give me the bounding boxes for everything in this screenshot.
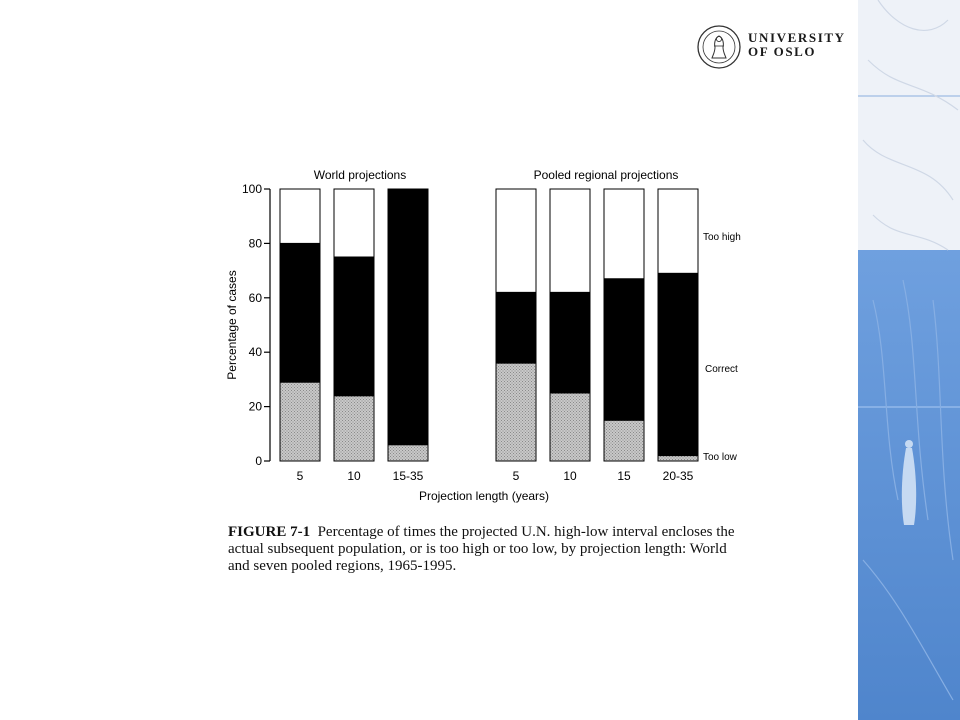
- bar-segment-too-high: [550, 189, 590, 292]
- bar-segment-correct: [388, 189, 428, 445]
- bar-segment-correct: [658, 273, 698, 455]
- x-tick-label: 10: [563, 469, 577, 483]
- panel-title-regional: Pooled regional projections: [533, 168, 679, 182]
- bar-segment-too-low: [388, 445, 428, 461]
- bar-segment-correct: [550, 292, 590, 393]
- y-axis: [242, 182, 270, 468]
- bar-segment-correct: [334, 257, 374, 396]
- bar-segment-correct: [496, 292, 536, 363]
- bar-segment-too-high: [604, 189, 644, 279]
- bar-segment-too-low: [604, 420, 644, 461]
- bar-segment-too-high: [280, 189, 320, 243]
- y-axis-label: Percentage of cases: [225, 270, 239, 380]
- y-tick-label: 60: [248, 290, 262, 305]
- bar-segment-too-low: [280, 382, 320, 461]
- bar-segment-too-high: [658, 189, 698, 273]
- x-tick-label: 15-35: [392, 469, 424, 483]
- x-axis-label: Projection length (years): [418, 489, 550, 503]
- bar-segment-too-low: [658, 456, 698, 461]
- logo-line-2: OF OSLO: [748, 44, 817, 59]
- caption-text: Percentage of times the projected U.N. high-low interval encloses the actual subsequent population, or is too high or too low, by projection length: World and seven pooled regions, 1965-1995.: [228, 524, 735, 574]
- bar-segment-correct: [280, 243, 320, 382]
- x-tick-label: 15: [617, 469, 631, 483]
- bar-segments: [280, 189, 698, 461]
- y-tick-label: 80: [248, 236, 262, 251]
- x-tick-label: 5: [512, 469, 520, 483]
- bar-segment-too-high: [496, 189, 536, 292]
- legend-correct: Correct: [705, 364, 738, 375]
- y-tick-label: 40: [248, 345, 262, 360]
- bar-segment-too-low: [496, 363, 536, 461]
- y-tick-label: 0: [255, 454, 262, 468]
- logo-line-1: UNIVERSITY: [748, 30, 846, 45]
- y-tick-label: 20: [248, 399, 262, 414]
- panel-title-world: World projections: [313, 168, 407, 182]
- x-tick-label: 5: [296, 469, 304, 483]
- bar-segment-too-high: [334, 189, 374, 257]
- bar-segment-too-low: [550, 393, 590, 461]
- figure-caption: [228, 524, 748, 575]
- legend-too-low: Too low: [703, 452, 737, 463]
- caption-label: FIGURE 7-1: [228, 524, 311, 540]
- decorative-side-panel: [858, 0, 960, 720]
- x-tick-label: 20-35: [662, 469, 694, 483]
- legend-too-high: Too high: [703, 232, 741, 243]
- bar-segment-too-low: [334, 396, 374, 461]
- x-tick-label: 10: [347, 469, 361, 483]
- y-tick-label: 100: [241, 182, 262, 196]
- bar-segment-correct: [604, 279, 644, 420]
